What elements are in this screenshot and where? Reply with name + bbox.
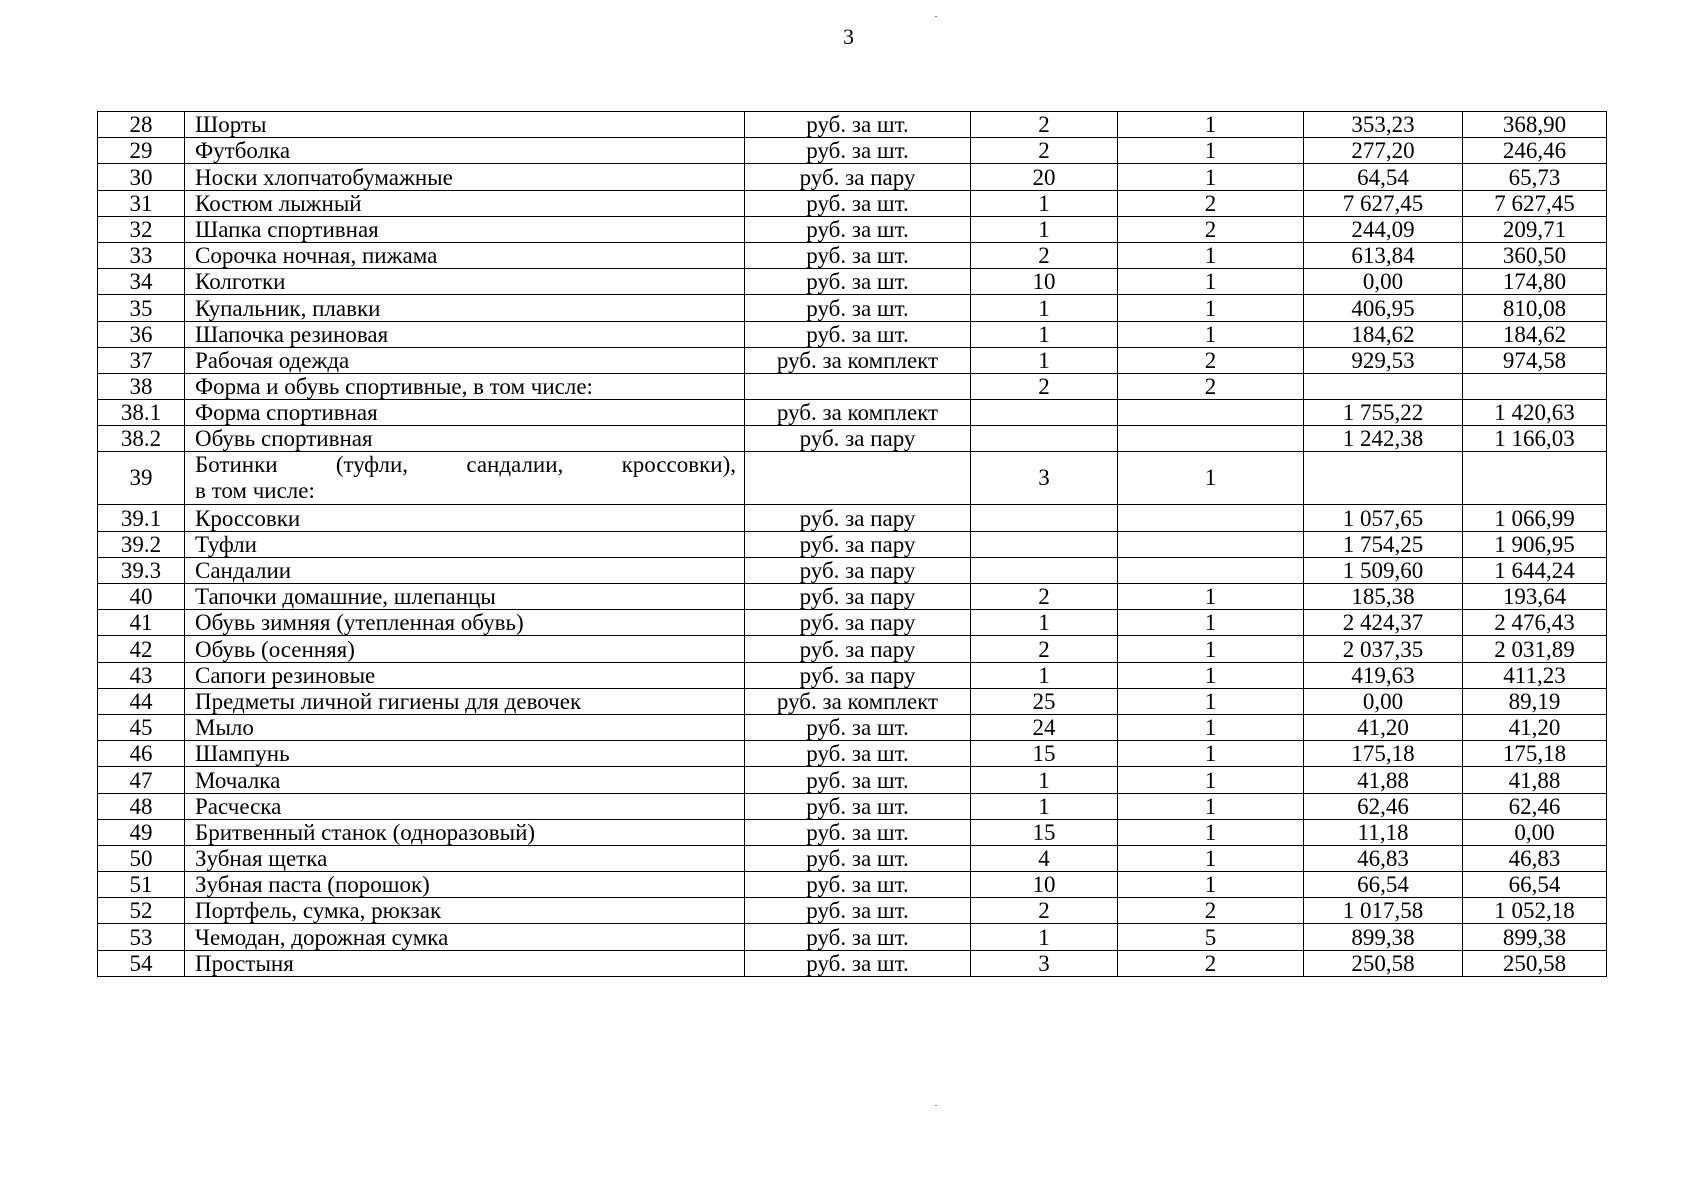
table-row <box>98 373 1607 399</box>
cell-price-1: 250,58 <box>1304 950 1463 976</box>
table-row <box>98 924 1607 950</box>
cell-price-1: 929,53 <box>1304 347 1463 373</box>
cell-row-number: 30 <box>98 164 185 190</box>
cell-price-1: 2 037,35 <box>1304 636 1463 662</box>
table-row <box>98 112 1607 138</box>
cell-row-number: 39 <box>98 452 185 505</box>
cell-row-number: 28 <box>98 112 185 138</box>
cell-item-name: Колготки <box>185 269 745 295</box>
cell-price-1: 1 755,22 <box>1304 400 1463 426</box>
cell-wear-period: 1 <box>1118 714 1304 740</box>
cell-price-1: 1 509,60 <box>1304 557 1463 583</box>
cell-price-2: 974,58 <box>1463 347 1607 373</box>
table-row <box>98 347 1607 373</box>
cell-quantity: 1 <box>971 321 1118 347</box>
cell-item-name: Шапочка резиновая <box>185 321 745 347</box>
cell-quantity: 20 <box>971 164 1118 190</box>
cell-item-name: Зубная паста (порошок) <box>185 872 745 898</box>
cell-price-1: 62,46 <box>1304 793 1463 819</box>
cell-quantity: 10 <box>971 872 1118 898</box>
cell-item-name: Чемодан, дорожная сумка <box>185 924 745 950</box>
item-name-word: кроссовки), <box>621 452 736 478</box>
cell-wear-period: 2 <box>1118 190 1304 216</box>
cell-price-1: 1 754,25 <box>1304 531 1463 557</box>
items-table <box>97 111 1607 977</box>
cell-price-1: 66,54 <box>1304 872 1463 898</box>
cell-price-2: 66,54 <box>1463 872 1607 898</box>
cell-row-number: 45 <box>98 714 185 740</box>
cell-unit-of-measure: руб. за шт. <box>745 898 971 924</box>
cell-item-name: Кроссовки <box>185 505 745 531</box>
cell-quantity: 2 <box>971 636 1118 662</box>
cell-row-number: 54 <box>98 950 185 976</box>
cell-wear-period: 5 <box>1118 924 1304 950</box>
cell-price-2: 411,23 <box>1463 662 1607 688</box>
cell-item-name: Шапка спортивная <box>185 216 745 242</box>
cell-row-number: 43 <box>98 662 185 688</box>
cell-wear-period: 1 <box>1118 112 1304 138</box>
cell-item-name: Сандалии <box>185 557 745 583</box>
cell-quantity: 1 <box>971 295 1118 321</box>
cell-item-name: Туфли <box>185 531 745 557</box>
item-name-word: Ботинки <box>195 452 278 478</box>
cell-unit-of-measure: руб. за комплект <box>745 400 971 426</box>
table-row <box>98 426 1607 452</box>
table-row <box>98 190 1607 216</box>
cell-quantity: 15 <box>971 741 1118 767</box>
cell-quantity: 1 <box>971 793 1118 819</box>
cell-price-2: 2 031,89 <box>1463 636 1607 662</box>
cell-wear-period: 1 <box>1118 845 1304 871</box>
cell-unit-of-measure: руб. за шт. <box>745 741 971 767</box>
cell-price-1: 185,38 <box>1304 584 1463 610</box>
cell-item-name: Футболка <box>185 138 745 164</box>
cell-price-1: 1 057,65 <box>1304 505 1463 531</box>
cell-row-number: 37 <box>98 347 185 373</box>
cell-quantity <box>971 505 1118 531</box>
cell-row-number: 29 <box>98 138 185 164</box>
cell-wear-period: 2 <box>1118 950 1304 976</box>
cell-item-name: Рабочая одежда <box>185 347 745 373</box>
table-row <box>98 216 1607 242</box>
cell-unit-of-measure: руб. за шт. <box>745 190 971 216</box>
table-row <box>98 898 1607 924</box>
cell-item-name: Купальник, плавки <box>185 295 745 321</box>
cell-row-number: 46 <box>98 741 185 767</box>
cell-wear-period <box>1118 505 1304 531</box>
cell-wear-period: 1 <box>1118 636 1304 662</box>
cell-item-name: Костюм лыжный <box>185 190 745 216</box>
cell-unit-of-measure: руб. за пару <box>745 610 971 636</box>
cell-unit-of-measure <box>745 452 971 505</box>
cell-row-number: 48 <box>98 793 185 819</box>
cell-unit-of-measure: руб. за комплект <box>745 688 971 714</box>
cell-unit-of-measure: руб. за шт. <box>745 845 971 871</box>
cell-price-1 <box>1304 452 1463 505</box>
cell-row-number: 38.2 <box>98 426 185 452</box>
cell-quantity: 1 <box>971 662 1118 688</box>
page-number: 3 <box>843 24 854 49</box>
cell-price-1: 406,95 <box>1304 295 1463 321</box>
cell-quantity: 2 <box>971 373 1118 399</box>
cell-price-2: 360,50 <box>1463 242 1607 268</box>
cell-row-number: 51 <box>98 872 185 898</box>
cell-row-number: 40 <box>98 584 185 610</box>
cell-price-1: 11,18 <box>1304 819 1463 845</box>
cell-unit-of-measure: руб. за шт. <box>745 138 971 164</box>
table-row <box>98 819 1607 845</box>
cell-price-2: 1 052,18 <box>1463 898 1607 924</box>
cell-price-1: 0,00 <box>1304 688 1463 714</box>
cell-item-name: Сапоги резиновые <box>185 662 745 688</box>
cell-item-name: Форма и обувь спортивные, в том числе: <box>185 373 745 399</box>
cell-wear-period: 1 <box>1118 688 1304 714</box>
cell-row-number: 34 <box>98 269 185 295</box>
cell-quantity <box>971 426 1118 452</box>
cell-unit-of-measure: руб. за пару <box>745 505 971 531</box>
cell-item-name <box>185 452 745 505</box>
cell-item-name: Сорочка ночная, пижама <box>185 242 745 268</box>
cell-wear-period: 1 <box>1118 321 1304 347</box>
cell-row-number: 38.1 <box>98 400 185 426</box>
cell-wear-period: 1 <box>1118 242 1304 268</box>
cell-quantity: 4 <box>971 845 1118 871</box>
cell-price-2: 62,46 <box>1463 793 1607 819</box>
cell-row-number: 35 <box>98 295 185 321</box>
table-row <box>98 741 1607 767</box>
cell-price-1: 64,54 <box>1304 164 1463 190</box>
cell-unit-of-measure: руб. за шт. <box>745 112 971 138</box>
cell-price-2: 65,73 <box>1463 164 1607 190</box>
table-row <box>98 400 1607 426</box>
cell-item-name: Форма спортивная <box>185 400 745 426</box>
cell-price-1: 46,83 <box>1304 845 1463 871</box>
cell-unit-of-measure: руб. за комплект <box>745 347 971 373</box>
cell-wear-period: 1 <box>1118 872 1304 898</box>
table-row <box>98 845 1607 871</box>
cell-quantity: 2 <box>971 242 1118 268</box>
table-row <box>98 321 1607 347</box>
table-row <box>98 662 1607 688</box>
cell-quantity <box>971 400 1118 426</box>
table-row <box>98 138 1607 164</box>
cell-unit-of-measure: руб. за шт. <box>745 216 971 242</box>
cell-price-1: 613,84 <box>1304 242 1463 268</box>
cell-price-1: 2 424,37 <box>1304 610 1463 636</box>
cell-price-1: 277,20 <box>1304 138 1463 164</box>
cell-wear-period: 1 <box>1118 269 1304 295</box>
cell-item-name: Расческа <box>185 793 745 819</box>
cell-wear-period: 1 <box>1118 138 1304 164</box>
cell-unit-of-measure: руб. за пару <box>745 662 971 688</box>
table-row <box>98 269 1607 295</box>
cell-row-number: 49 <box>98 819 185 845</box>
cell-item-name: Предметы личной гигиены для девочек <box>185 688 745 714</box>
cell-price-2: 1 644,24 <box>1463 557 1607 583</box>
cell-row-number: 44 <box>98 688 185 714</box>
cell-quantity <box>971 531 1118 557</box>
cell-quantity: 1 <box>971 767 1118 793</box>
cell-price-1: 419,63 <box>1304 662 1463 688</box>
table-row <box>98 164 1607 190</box>
cell-price-1: 41,88 <box>1304 767 1463 793</box>
cell-row-number: 52 <box>98 898 185 924</box>
cell-wear-period: 1 <box>1118 164 1304 190</box>
cell-row-number: 38 <box>98 373 185 399</box>
cell-quantity: 24 <box>971 714 1118 740</box>
cell-price-2: 246,46 <box>1463 138 1607 164</box>
cell-price-2: 250,58 <box>1463 950 1607 976</box>
table-body <box>98 112 1607 977</box>
cell-unit-of-measure <box>745 373 971 399</box>
cell-unit-of-measure: руб. за шт. <box>745 872 971 898</box>
cell-price-2: 7 627,45 <box>1463 190 1607 216</box>
cell-wear-period: 1 <box>1118 819 1304 845</box>
cell-unit-of-measure: руб. за пару <box>745 164 971 190</box>
cell-price-2: 89,19 <box>1463 688 1607 714</box>
cell-row-number: 41 <box>98 610 185 636</box>
cell-quantity: 25 <box>971 688 1118 714</box>
item-name-line-2: в том числе: <box>195 478 315 504</box>
cell-item-name: Зубная щетка <box>185 845 745 871</box>
cell-item-name: Шорты <box>185 112 745 138</box>
cell-price-2: 41,88 <box>1463 767 1607 793</box>
cell-price-2: 1 420,63 <box>1463 400 1607 426</box>
cell-price-1: 41,20 <box>1304 714 1463 740</box>
cell-price-2: 41,20 <box>1463 714 1607 740</box>
cell-item-name: Обувь (осенняя) <box>185 636 745 662</box>
cell-price-2: 2 476,43 <box>1463 610 1607 636</box>
cell-item-name: Мыло <box>185 714 745 740</box>
cell-quantity: 1 <box>971 924 1118 950</box>
cell-quantity: 2 <box>971 112 1118 138</box>
cell-wear-period: 2 <box>1118 216 1304 242</box>
cell-price-1: 244,09 <box>1304 216 1463 242</box>
cell-price-2: 184,62 <box>1463 321 1607 347</box>
table-row <box>98 793 1607 819</box>
scan-speck <box>935 16 937 17</box>
cell-item-name: Простыня <box>185 950 745 976</box>
item-name-line-1 <box>195 452 736 478</box>
cell-quantity: 15 <box>971 819 1118 845</box>
table-row <box>98 767 1607 793</box>
cell-quantity: 1 <box>971 190 1118 216</box>
cell-unit-of-measure: руб. за пару <box>745 584 971 610</box>
table-row <box>98 557 1607 583</box>
cell-wear-period: 1 <box>1118 662 1304 688</box>
cell-price-2: 1 166,03 <box>1463 426 1607 452</box>
cell-unit-of-measure: руб. за пару <box>745 636 971 662</box>
table-row <box>98 452 1607 505</box>
cell-item-name: Обувь зимняя (утепленная обувь) <box>185 610 745 636</box>
cell-item-name: Тапочки домашние, шлепанцы <box>185 584 745 610</box>
cell-row-number: 32 <box>98 216 185 242</box>
cell-price-2: 810,08 <box>1463 295 1607 321</box>
cell-price-1: 175,18 <box>1304 741 1463 767</box>
cell-item-name: Шампунь <box>185 741 745 767</box>
cell-wear-period: 1 <box>1118 767 1304 793</box>
cell-row-number: 39.2 <box>98 531 185 557</box>
cell-unit-of-measure: руб. за пару <box>745 531 971 557</box>
cell-row-number: 39.1 <box>98 505 185 531</box>
item-name-word: сандалии, <box>466 452 564 478</box>
cell-row-number: 42 <box>98 636 185 662</box>
cell-wear-period <box>1118 531 1304 557</box>
cell-row-number: 31 <box>98 190 185 216</box>
cell-wear-period: 1 <box>1118 584 1304 610</box>
cell-unit-of-measure: руб. за пару <box>745 557 971 583</box>
cell-item-name: Портфель, сумка, рюкзак <box>185 898 745 924</box>
cell-quantity: 3 <box>971 452 1118 505</box>
cell-item-name: Обувь спортивная <box>185 426 745 452</box>
cell-quantity: 2 <box>971 584 1118 610</box>
cell-price-2: 1 066,99 <box>1463 505 1607 531</box>
cell-price-1: 1 242,38 <box>1304 426 1463 452</box>
cell-row-number: 36 <box>98 321 185 347</box>
cell-quantity: 2 <box>971 898 1118 924</box>
cell-unit-of-measure: руб. за шт. <box>745 767 971 793</box>
table-row <box>98 610 1607 636</box>
cell-price-2: 0,00 <box>1463 819 1607 845</box>
table-row <box>98 584 1607 610</box>
cell-item-name: Мочалка <box>185 767 745 793</box>
cell-unit-of-measure: руб. за шт. <box>745 295 971 321</box>
cell-price-2 <box>1463 373 1607 399</box>
cell-price-2: 193,64 <box>1463 584 1607 610</box>
cell-quantity: 3 <box>971 950 1118 976</box>
table-row <box>98 636 1607 662</box>
cell-wear-period <box>1118 400 1304 426</box>
cell-price-1: 899,38 <box>1304 924 1463 950</box>
cell-unit-of-measure: руб. за шт. <box>745 269 971 295</box>
cell-unit-of-measure: руб. за шт. <box>745 924 971 950</box>
cell-item-name: Бритвенный станок (одноразовый) <box>185 819 745 845</box>
cell-wear-period: 1 <box>1118 452 1304 505</box>
table-row <box>98 295 1607 321</box>
cell-price-2: 1 906,95 <box>1463 531 1607 557</box>
cell-row-number: 53 <box>98 924 185 950</box>
cell-unit-of-measure: руб. за пару <box>745 426 971 452</box>
cell-price-1: 184,62 <box>1304 321 1463 347</box>
cell-quantity: 1 <box>971 216 1118 242</box>
cell-price-1: 7 627,45 <box>1304 190 1463 216</box>
cell-wear-period: 2 <box>1118 347 1304 373</box>
cell-price-2: 175,18 <box>1463 741 1607 767</box>
cell-quantity: 2 <box>971 138 1118 164</box>
cell-item-name: Носки хлопчатобумажные <box>185 164 745 190</box>
table-row <box>98 950 1607 976</box>
cell-quantity: 1 <box>971 347 1118 373</box>
cell-wear-period <box>1118 557 1304 583</box>
cell-price-1: 0,00 <box>1304 269 1463 295</box>
cell-row-number: 39.3 <box>98 557 185 583</box>
cell-unit-of-measure: руб. за шт. <box>745 321 971 347</box>
cell-price-1 <box>1304 373 1463 399</box>
cell-unit-of-measure: руб. за шт. <box>745 819 971 845</box>
cell-price-2: 368,90 <box>1463 112 1607 138</box>
cell-wear-period: 1 <box>1118 610 1304 636</box>
cell-row-number: 33 <box>98 242 185 268</box>
cell-quantity: 1 <box>971 610 1118 636</box>
cell-wear-period: 2 <box>1118 898 1304 924</box>
cell-unit-of-measure: руб. за шт. <box>745 950 971 976</box>
cell-wear-period: 1 <box>1118 295 1304 321</box>
cell-wear-period: 1 <box>1118 793 1304 819</box>
cell-quantity <box>971 557 1118 583</box>
cell-wear-period: 1 <box>1118 741 1304 767</box>
cell-price-1: 353,23 <box>1304 112 1463 138</box>
table-row <box>98 688 1607 714</box>
cell-unit-of-measure: руб. за шт. <box>745 793 971 819</box>
cell-price-2: 46,83 <box>1463 845 1607 871</box>
cell-unit-of-measure: руб. за шт. <box>745 242 971 268</box>
table-row <box>98 872 1607 898</box>
item-name-word: (туфли, <box>335 452 409 478</box>
cell-row-number: 47 <box>98 767 185 793</box>
cell-wear-period: 2 <box>1118 373 1304 399</box>
cell-price-2: 174,80 <box>1463 269 1607 295</box>
cell-quantity: 10 <box>971 269 1118 295</box>
cell-price-2: 209,71 <box>1463 216 1607 242</box>
table-row <box>98 714 1607 740</box>
cell-wear-period <box>1118 426 1304 452</box>
cell-price-2: 899,38 <box>1463 924 1607 950</box>
table-row <box>98 242 1607 268</box>
cell-row-number: 50 <box>98 845 185 871</box>
scan-speck <box>935 1105 937 1106</box>
cell-unit-of-measure: руб. за шт. <box>745 714 971 740</box>
table-row <box>98 531 1607 557</box>
cell-price-2 <box>1463 452 1607 505</box>
table-row <box>98 505 1607 531</box>
cell-price-1: 1 017,58 <box>1304 898 1463 924</box>
